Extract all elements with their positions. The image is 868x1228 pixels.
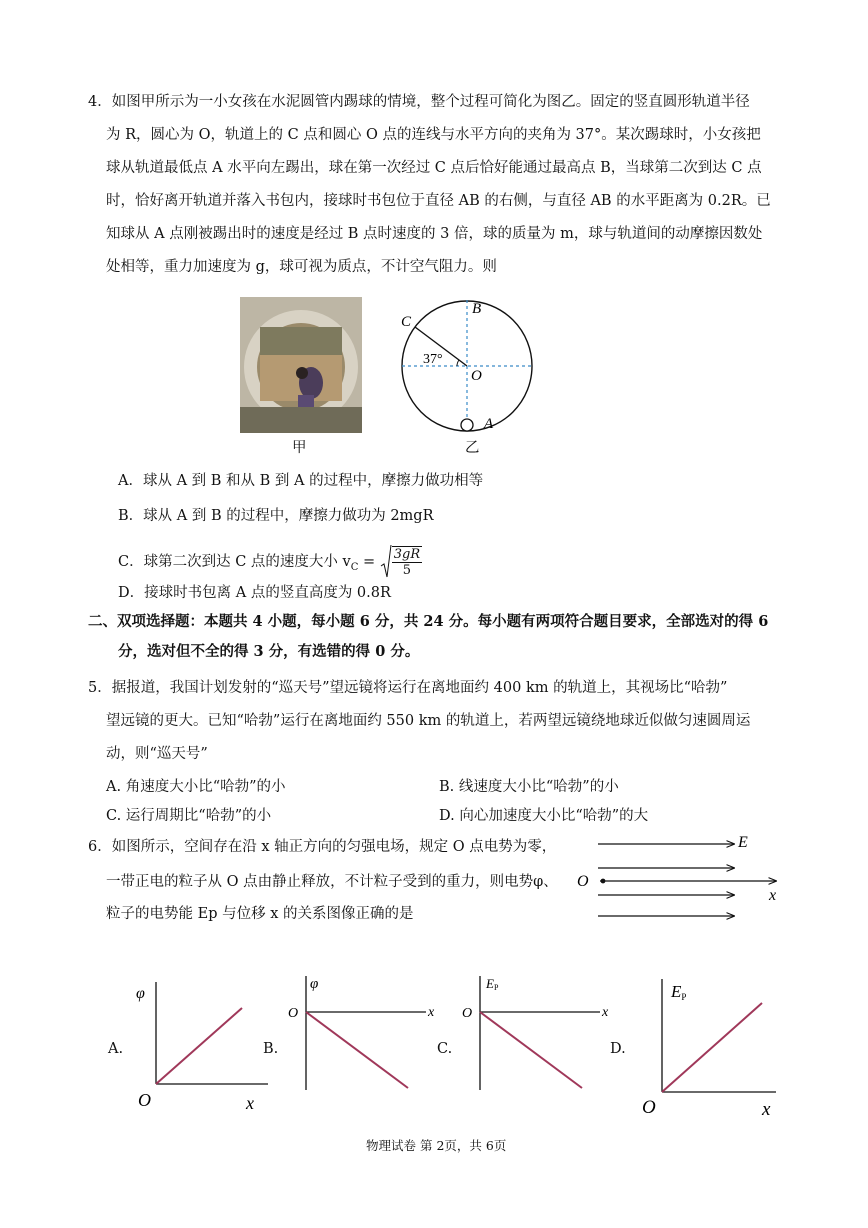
q6-stem-line-3: 粒子的电势能 Ep 与位移 x 的关系图像正确的是 [106,906,414,922]
field-x-label: x [769,887,777,904]
section-2-heading-line-1: 二、双项选择题：本题共 4 小题，每小题 6 分，共 24 分。每小题有两项符合题目要求，全部选对的得 6 [88,613,769,630]
fraction-denominator: 5 [402,563,412,578]
q4-option-a: A．球从 A 到 B 和从 B 到 A 的过程中，摩擦力做功相等 [118,473,484,489]
sqrt-sign [380,544,392,580]
graph-d-trend-line [662,1003,762,1092]
q4-option-d: D．接球时书包离 A 点的竖直高度为 0.8R [118,585,391,601]
section-2-heading-line-2: 分，选对但不全的得 3 分，有选错的得 0 分。 [118,643,420,660]
graph-d-y-label: EP [671,982,687,1002]
graph-a-trend-line [156,1008,242,1084]
fig-yi-diagram [396,294,544,434]
electric-field-diagram [570,828,786,928]
graph-d [640,975,785,1120]
q4-option-c-equals: = [358,554,380,570]
graph-b-y-label: φ [310,976,319,992]
graph-a-x-label: x [246,1093,254,1113]
q5-option-b: B. 线速度大小比“哈勃”的小 [439,779,619,795]
graph-d-origin-label: O [642,1097,656,1118]
q4-stem-line-3: 球从轨道最低点 A 水平向左踢出，球在第一次经过 C 点后恰好能通过最高点 B，当球第二次到达 C 点 [106,160,762,176]
angle-label: 37° [423,352,443,367]
q4-stem-line-5: 知球从 A 点刚被踢出时的速度是经过 B 点时速度的 3 倍，球的质量为 m，球与轨道间的动摩擦因数处 [106,226,763,242]
origin-dot [601,879,606,884]
graph-c-y-label: EP [486,976,499,992]
point-c-label: C [401,314,412,330]
fig-jia-photo [240,297,362,433]
q4-stem-line-2: 为 R，圆心为 O，轨道上的 C 点和圆心 O 点的连线与水平方向的夹角为 37°。某次踢球时，小女孩把 [106,127,761,143]
graph-d-x-label: x [762,1099,771,1120]
graph-d-option-label: D. [610,1041,626,1057]
q5-stem-line-2: 望远镜的更大。已知“哈勃”运行在离地面约 550 km 的轨道上，若两望远镜绕地球近似做匀速圆周运 [106,713,751,729]
graph-c-origin-label: O [462,1006,473,1021]
q5-stem-line-3: 动，则“巡天号” [106,746,208,762]
q4-option-b: B．球从 A 到 B 的过程中，摩擦力做功为 2mgR [118,508,434,524]
graph-a [130,980,270,1115]
q4-option-c-text: C．球第二次到达 C 点的速度大小 v [118,554,351,570]
q5-option-c: C. 运行周期比“哈勃”的小 [106,808,272,824]
page-footer: 物理试卷 第 2页，共 6页 [366,1138,507,1153]
q6-stem-line-1: 6．如图所示，空间存在沿 x 轴正方向的匀强电场，规定 O 点电势为零， [88,839,557,855]
field-o-label: O [577,873,589,890]
graph-b-origin-label: O [288,1006,299,1021]
point-b-label: B [472,301,482,317]
q6-stem-line-2: 一带正电的粒子从 O 点由静止释放，不计粒子受到的重力，则电势φ、 [106,874,558,890]
graph-b [284,972,444,1097]
graph-c-trend-line [480,1012,582,1088]
point-o-label: O [471,368,482,384]
angle-arc [457,360,459,366]
point-a-label: A [484,416,494,432]
graph-b-option-label: B. [263,1041,279,1057]
q4-option-c [118,544,422,580]
graph-a-y-label: φ [136,985,145,1002]
fig-yi-label: 乙 [465,440,480,456]
graph-c-option-label: C. [437,1041,453,1057]
graph-a-option-label: A. [108,1041,124,1057]
q4-stem-line-6: 处相等，重力加速度为 g，球可视为质点，不计空气阻力。则 [106,259,497,275]
q4-stem-line-4: 时，恰好离开轨道并落入书包内，接球时书包位于直径 AB 的右侧，与直径 AB 的水平距离为 0.2R。已 [106,193,771,209]
graph-b-trend-line [306,1012,408,1088]
q5-option-d: D. 向心加速度大小比“哈勃”的大 [439,808,649,824]
q4-option-c-fraction [392,546,422,578]
graph-b-x-label: x [428,1005,435,1020]
graph-c [458,972,618,1097]
field-e-label: E [738,834,748,851]
q4-stem-line-1: 4．如图甲所示为一小女孩在水泥圆管内踢球的情境，整个过程可简化为图乙。固定的竖直圆形轨道半径 [88,94,750,110]
graph-a-origin-label: O [138,1090,151,1110]
graph-c-x-label: x [602,1005,609,1020]
fraction-numerator: 3gR [393,547,421,562]
q4-option-c-subscript: C [350,561,359,573]
ball-at-a [461,419,473,431]
fig-jia-label: 甲 [292,440,307,456]
q5-option-a: A. 角速度大小比“哈勃”的小 [106,779,286,795]
q5-stem-line-1: 5．据报道，我国计划发射的“巡天号”望远镜将运行在离地面约 400 km 的轨道上，其视场比“哈勃” [88,680,728,696]
